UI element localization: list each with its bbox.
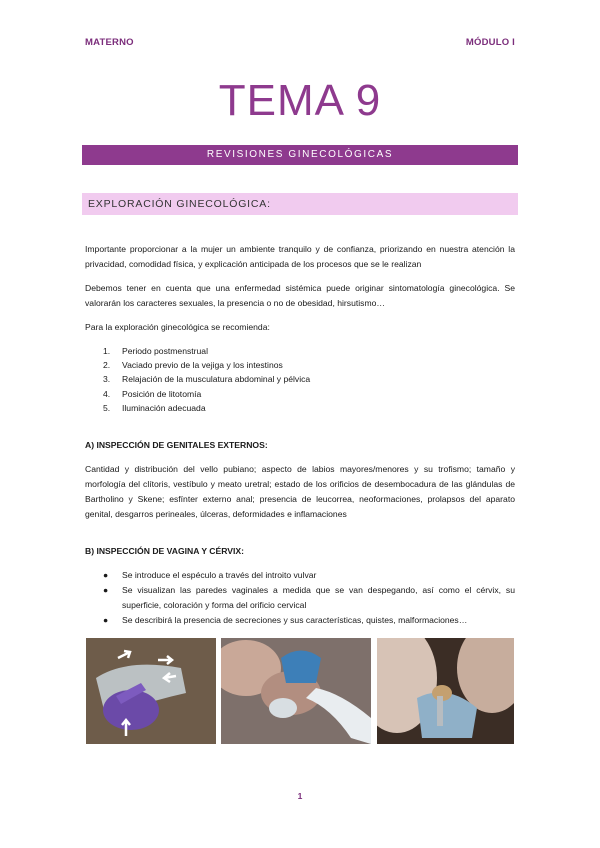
speculum-inserted-photo xyxy=(377,638,514,744)
subheading-vagina-cervix: B) INSPECCIÓN DE VAGINA Y CÉRVIX: xyxy=(85,546,245,556)
speculum-inserted-illustration xyxy=(377,638,514,744)
list-item: ● Se introduce el espéculo a través del introito vulvar xyxy=(103,568,515,583)
list-item: 5. Iluminación adecuada xyxy=(103,402,206,413)
inspection-bullet-list xyxy=(103,568,515,628)
intro-paragraph: Importante proporcionar a la mujer un ambiente tranquilo y de confianza, priorizando en nuestra atención la privacidad, comodidad física, y explicación anticipada de los procesos que se le realizan xyxy=(85,244,515,269)
bullet-icon: ● xyxy=(103,585,109,595)
list-item: 2. Vaciado previo de la vejiga y los intestinos xyxy=(103,360,283,371)
bullet-icon: ● xyxy=(103,570,109,580)
page-title: TEMA 9 xyxy=(218,76,382,125)
topic-banner: REVISIONES GINECOLÓGICAS xyxy=(82,145,518,165)
speculum-photo xyxy=(86,638,216,744)
list-item: 1. Periodo postmenstrual xyxy=(103,346,208,356)
recommendation-list xyxy=(103,344,310,415)
header-module: MÓDULO I xyxy=(465,37,515,48)
page-number: 1 xyxy=(297,791,303,801)
recommend-intro: Para la exploración ginecológica se recomienda: xyxy=(85,322,270,332)
subheading-external: A) INSPECCIÓN DE GENITALES EXTERNOS: xyxy=(85,440,268,450)
header-subject: MATERNO xyxy=(85,37,134,48)
list-item: 4. Posición de litotomía xyxy=(103,388,202,399)
section-heading: EXPLORACIÓN GINECOLÓGICA: xyxy=(82,193,518,215)
external-inspection-paragraph: Cantidad y distribución del vello pubiano; aspecto de labios mayores/menores y su trofismo; tamaño y morfología del clítoris, vestíbulo y meato uretral; estado de los orificios de desembocadura de las glándulas de Bartholino y Skene; esfínter externo anal; presencia de leucorrea, neoformaciones, prolapsos del aparato genital, desgarros perineales, úlceras, deformidades e inflamaciones xyxy=(85,464,515,519)
speculum-illustration xyxy=(86,638,216,744)
exam-photo xyxy=(221,638,371,744)
list-item: ● Se visualizan las paredes vaginales a medida que se van despegando, así como el cérvix, su superficie, coloración y forma del orificio cervical xyxy=(103,585,515,610)
list-item: 3. Relajación de la musculatura abdominal y pélvica xyxy=(103,374,311,385)
systemic-paragraph: Debemos tener en cuenta que una enfermedad sistémica puede originar sintomatología ginecológica. Se valorarán los caracteres sexuales, la presencia o no de obesidad, hirsutismo… xyxy=(85,283,515,308)
exam-illustration xyxy=(221,638,371,744)
bullet-icon: ● xyxy=(103,615,109,625)
list-item: ● Se describirá la presencia de secreciones y sus características, quistes, malformaciones… xyxy=(103,613,515,628)
